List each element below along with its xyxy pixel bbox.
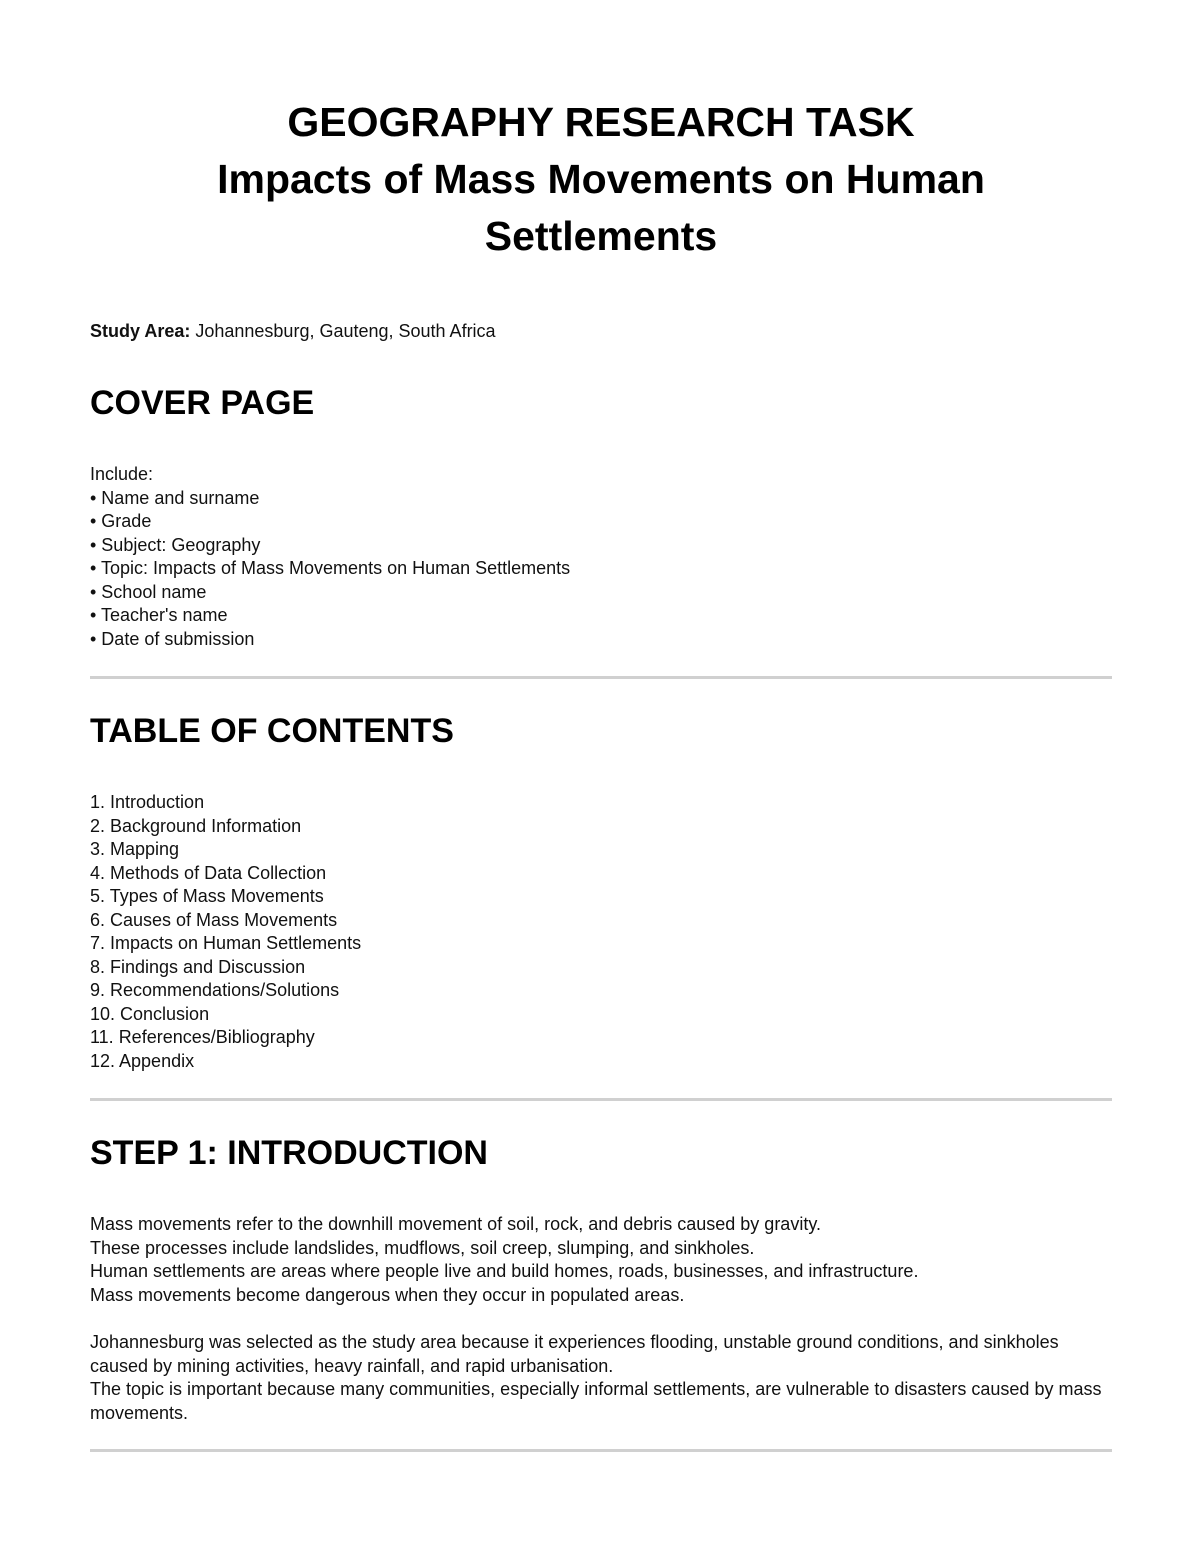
list-item: • Topic: Impacts of Mass Movements on Human Settlements — [90, 558, 571, 578]
study-area-value: Johannesburg, Gauteng, South Africa — [190, 321, 496, 341]
toc-item: 12. Appendix — [90, 1050, 195, 1071]
paragraph-line: Mass movements become dangerous when they occur in populated areas. — [90, 1284, 685, 1305]
title-line-1: GEOGRAPHY RESEARCH TASK — [287, 99, 915, 145]
study-area-label: Study Area: — [90, 321, 191, 341]
document-title — [90, 94, 1112, 265]
toc-item: 7. Impacts on Human Settlements — [90, 933, 362, 953]
paragraph-line: Johannesburg was selected as the study area because it experiences flooding, unstable ground conditions, and sinkholes caused by mining activities, heavy rainfall, and rapid urbanisation. — [90, 1332, 1059, 1376]
toc-item: 10. Conclusion — [90, 1003, 210, 1024]
study-area — [90, 320, 496, 342]
section-divider — [90, 1449, 1112, 1452]
paragraph-line: The topic is important because many communities, especially informal settlements, are vulnerable to disasters caused by mass movements. — [90, 1379, 1102, 1423]
title-line-2: Impacts of Mass Movements on Human — [217, 156, 985, 202]
toc-list — [90, 791, 361, 1073]
cover-page-list — [90, 463, 570, 651]
toc-item: 8. Findings and Discussion — [90, 956, 306, 977]
toc-item: 6. Causes of Mass Movements — [90, 909, 338, 930]
list-item: • Subject: Geography — [90, 534, 261, 555]
title-line-3: Settlements — [484, 213, 718, 259]
toc-item: 11. References/Bibliography — [90, 1027, 315, 1047]
list-item: • Name and surname — [90, 487, 260, 508]
toc-item: 5. Types of Mass Movements — [90, 886, 324, 906]
toc-item: 4. Methods of Data Collection — [90, 862, 327, 883]
cover-page-intro: Include: — [90, 464, 154, 484]
list-item: • Date of submission — [90, 628, 255, 649]
list-item: • Teacher's name — [90, 605, 228, 625]
section-divider — [90, 1098, 1112, 1101]
step1-paragraph-2 — [90, 1331, 1112, 1425]
toc-heading: TABLE OF CONTENTS — [90, 712, 454, 750]
cover-page-heading: COVER PAGE — [90, 384, 315, 422]
toc-item: 1. Introduction — [90, 792, 205, 812]
step1-heading: STEP 1: INTRODUCTION — [90, 1134, 488, 1172]
paragraph-line: Human settlements are areas where people live and build homes, roads, businesses, and infrastructure. — [90, 1261, 919, 1281]
paragraph-line: These processes include landslides, mudflows, soil creep, slumping, and sinkholes. — [90, 1237, 755, 1258]
paragraph-line: Mass movements refer to the downhill movement of soil, rock, and debris caused by gravity. — [90, 1214, 821, 1234]
list-item: • Grade — [90, 511, 152, 531]
toc-item: 3. Mapping — [90, 839, 180, 859]
list-item: • School name — [90, 581, 207, 602]
step1-paragraph-1 — [90, 1213, 1112, 1307]
section-divider — [90, 676, 1112, 679]
toc-item: 9. Recommendations/Solutions — [90, 980, 340, 1000]
toc-item: 2. Background Information — [90, 815, 302, 836]
